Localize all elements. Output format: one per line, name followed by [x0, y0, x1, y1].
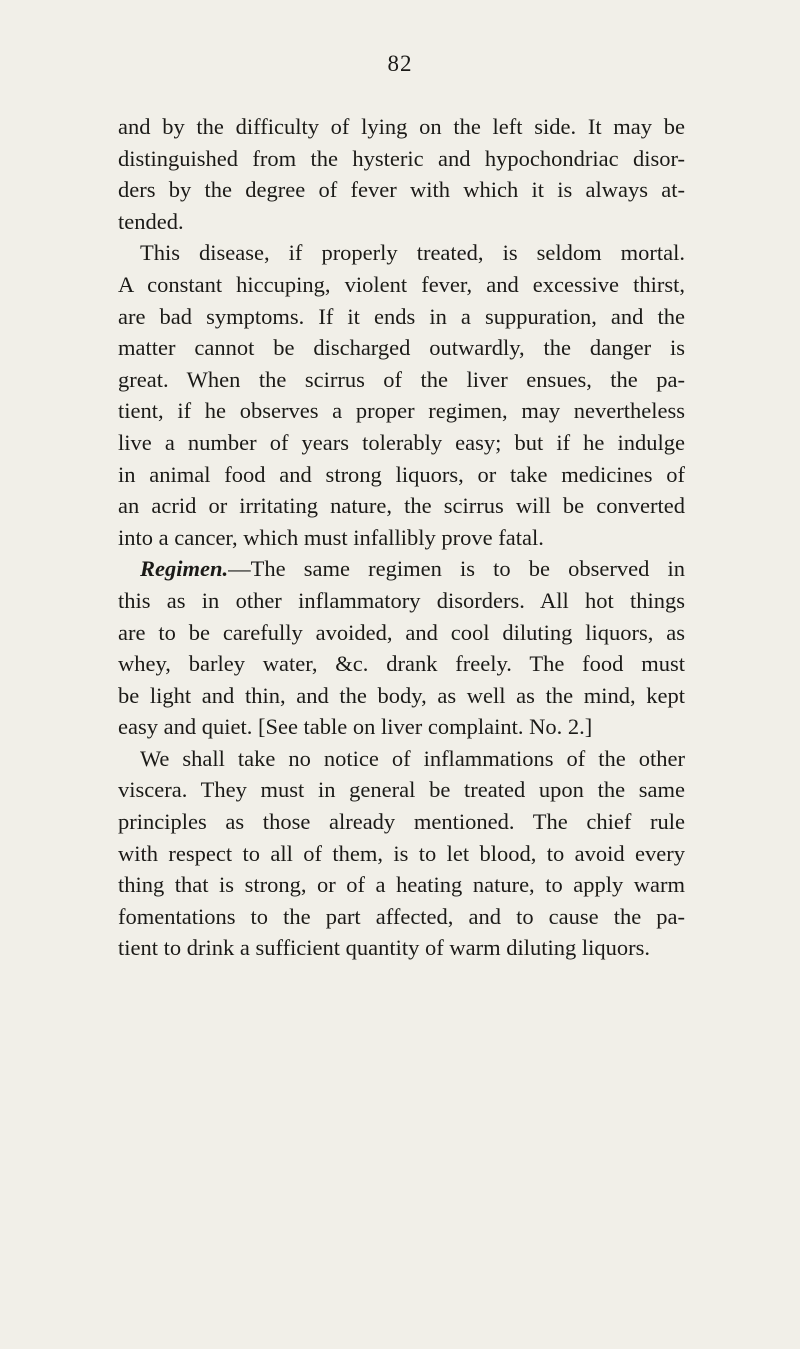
- text-line: whey, barley water, &c. drank freely. The food must: [118, 651, 685, 677]
- regimen-heading: Regimen.: [140, 556, 229, 582]
- text-line: fomentations to the part affected, and to cause the pa-: [118, 903, 685, 929]
- text-line: A constant hiccuping, violent fever, and excessive thirst,: [118, 271, 685, 297]
- text-line: into a cancer, which must infallibly prove fatal.: [118, 524, 544, 550]
- text-line: tended.: [118, 208, 184, 234]
- text-line: an acrid or irritating nature, the scirrus will be converted: [118, 493, 685, 519]
- text-line: be light and thin, and the body, as well as the mind, kept: [118, 682, 685, 708]
- text-line: with respect to all of them, is to let blood, to avoid every: [118, 840, 685, 866]
- text-line: are bad symptoms. If it ends in a suppuration, and the: [118, 303, 685, 329]
- text-line: great. When the scirrus of the liver ensues, the pa-: [118, 366, 685, 392]
- text-line: easy and quiet. [See table on liver complaint. No. 2.]: [118, 714, 593, 740]
- text-line: thing that is strong, or of a heating nature, to apply warm: [118, 872, 685, 898]
- body-text: [118, 111, 685, 964]
- text-line: viscera. They must in general be treated upon the same: [118, 777, 685, 803]
- text-line: tient, if he observes a proper regimen, may nevertheless: [118, 398, 685, 424]
- text-line: live a number of years tolerably easy; but if he indulge: [118, 429, 685, 455]
- text-line: matter cannot be discharged outwardly, the danger is: [118, 335, 685, 361]
- text-line: We shall take no notice of inflammations of the other: [140, 745, 685, 771]
- text-line: distinguished from the hysteric and hypochondriac disor-: [118, 145, 685, 171]
- page-number: 82: [387, 51, 413, 76]
- text-line: ders by the degree of fever with which it is always at-: [118, 177, 685, 203]
- text-line: This disease, if properly treated, is seldom mortal.: [140, 240, 685, 266]
- text-line: and by the difficulty of lying on the left side. It may be: [118, 114, 685, 139]
- text-line: are to be carefully avoided, and cool diluting liquors, as: [118, 619, 685, 645]
- text-line: in animal food and strong liquors, or take medicines of: [118, 461, 685, 487]
- text-line: tient to drink a sufficient quantity of warm diluting liquors.: [118, 935, 651, 961]
- text-line: principles as those already mentioned. The chief rule: [118, 809, 685, 835]
- regimen-first-line: —The same regimen is to be observed in: [228, 556, 685, 582]
- text-line: this as in other inflammatory disorders. All hot things: [118, 587, 685, 613]
- regimen-paragraph-start: [118, 553, 685, 585]
